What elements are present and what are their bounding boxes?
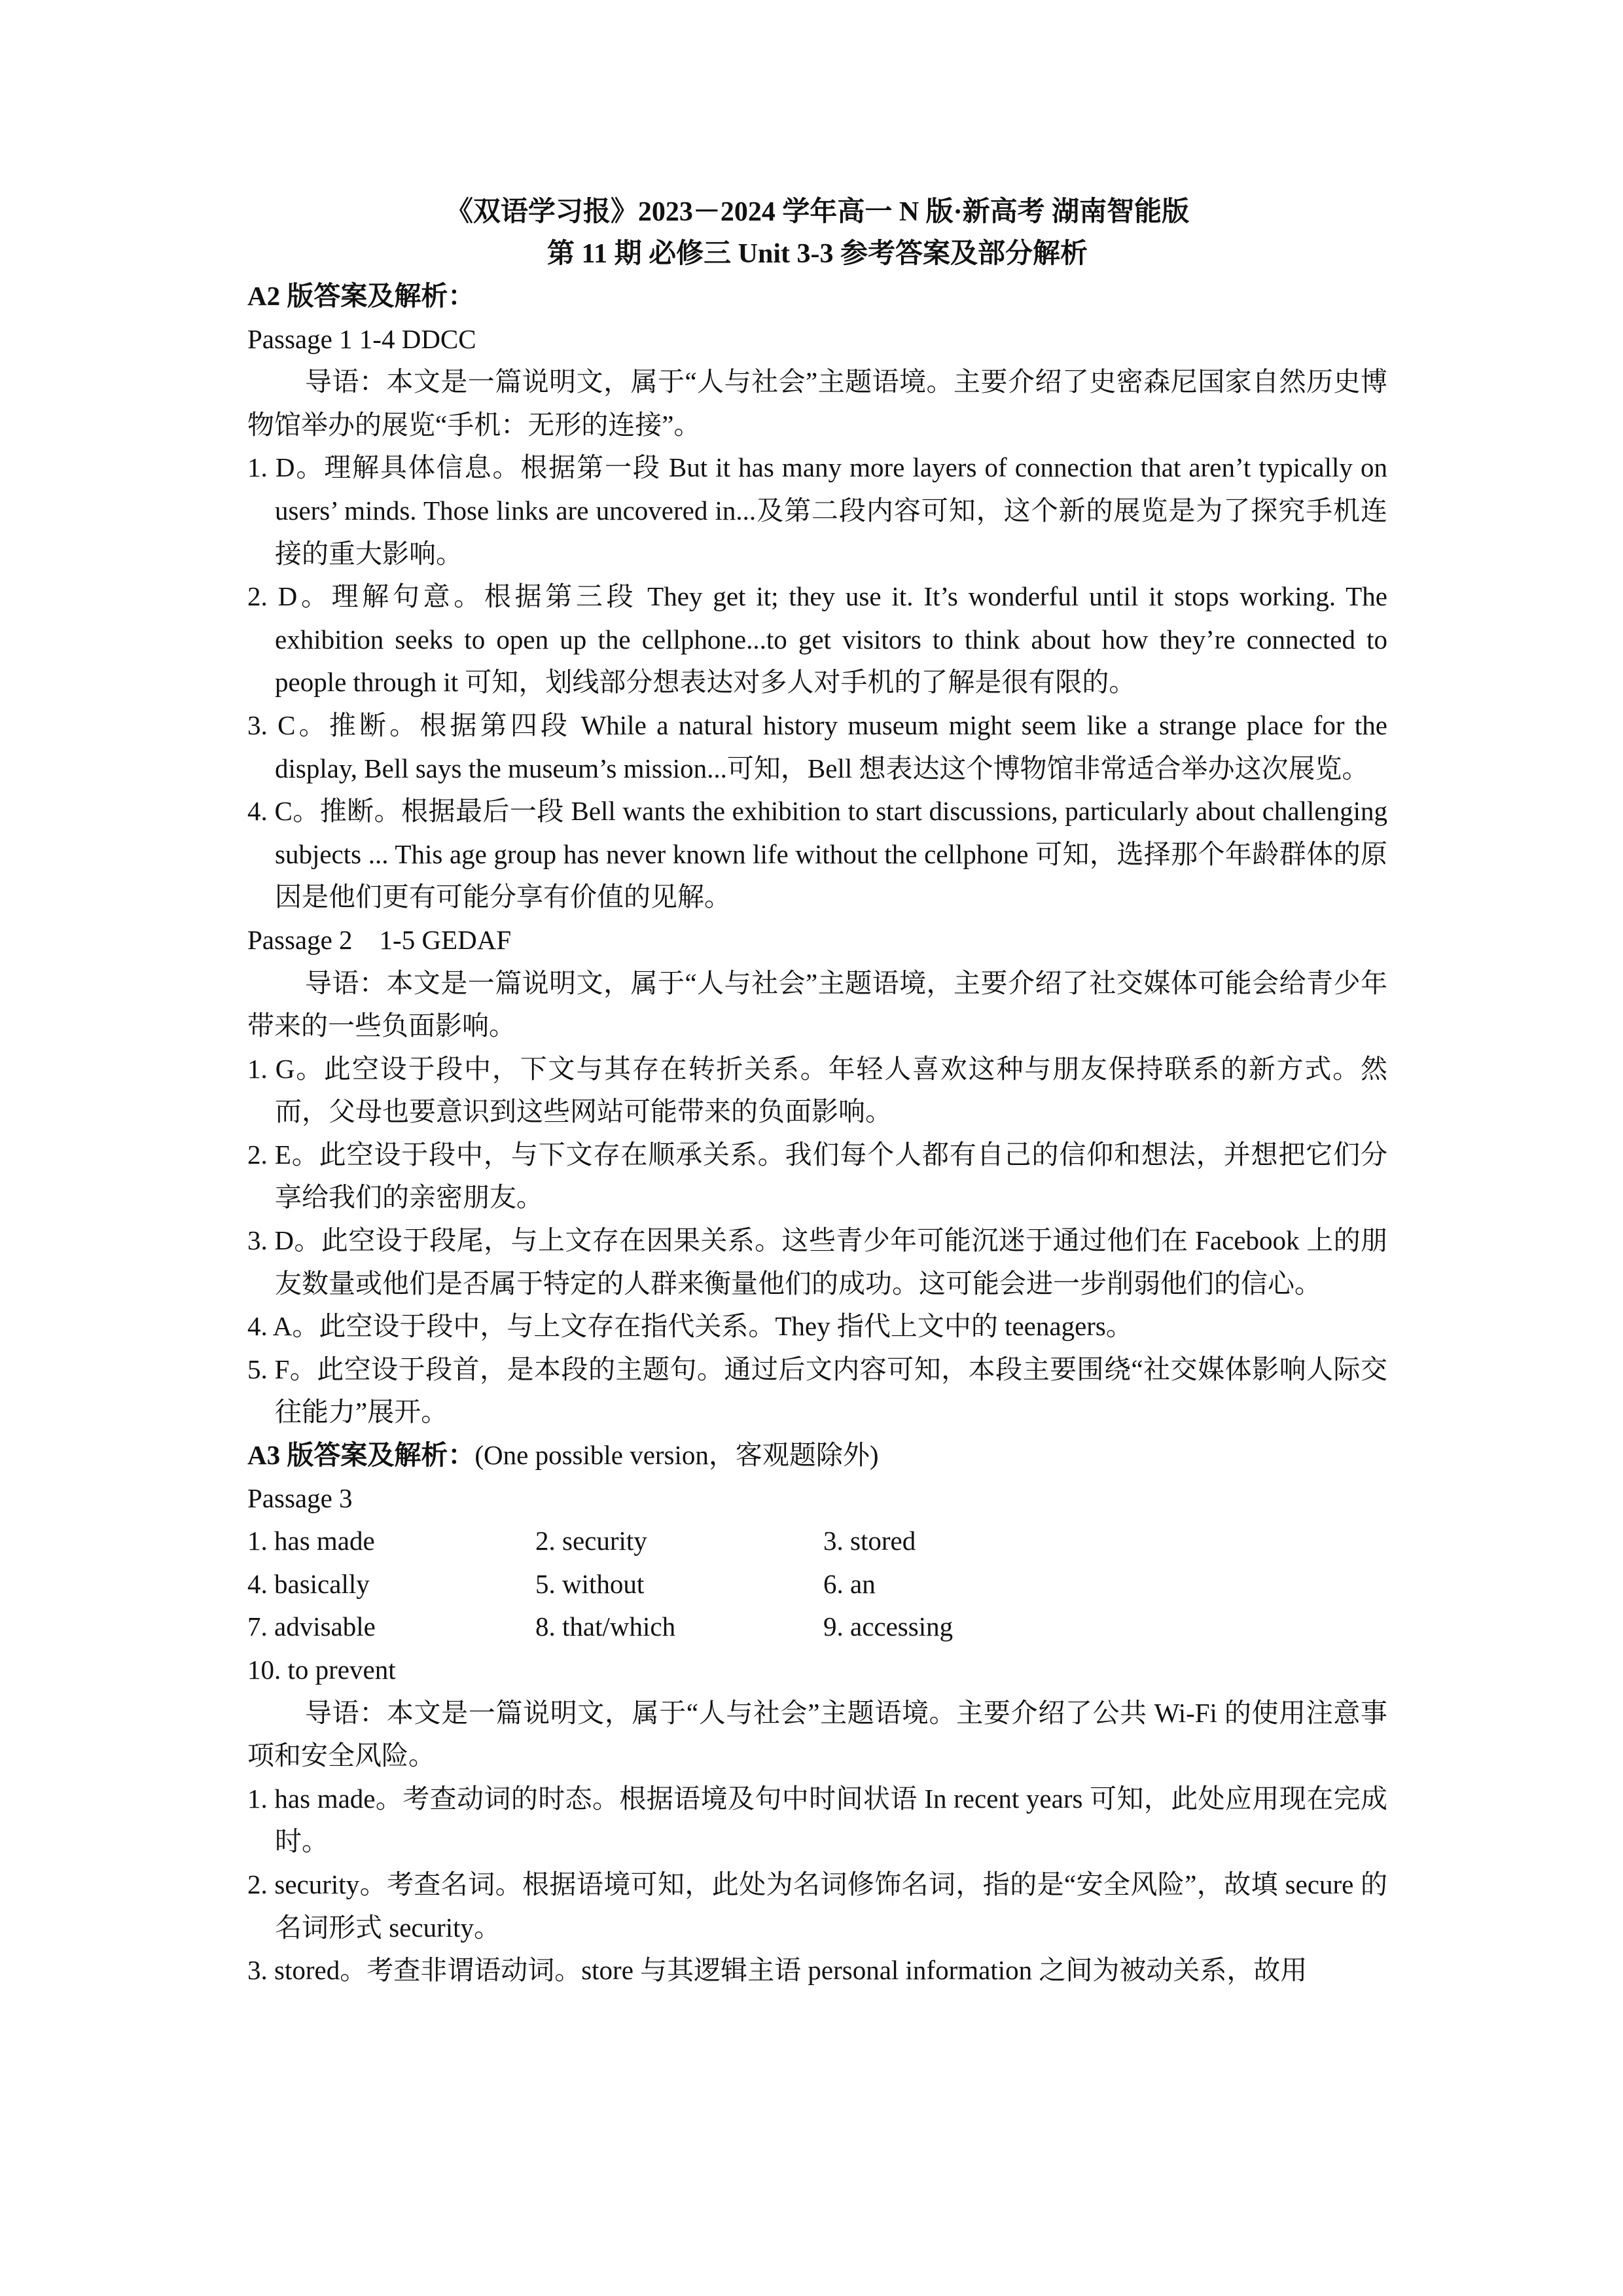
passage2-item-5: 5. F。此空设于段首，是本段的主题句。通过后文内容可知，本段主要围绕“社交媒体影响人际交往能力”展开。 [247,1354,1387,1427]
answer-1: 1. has made [247,1526,375,1556]
passage1-item-4: 4. C。推断。根据最后一段 Bell wants the exhibition to start discussions, particularly about challenging subjects ... This age group has never known life without the cellphone 可知，选择那个年龄群体的原因是他们更有可能分享有价值的见解。 [247,796,1387,912]
passage2-item-4: 4. A。此空设于段中，与上文存在指代关系。They 指代上文中的 teenagers。 [247,1311,1133,1342]
passage2-item-1: 1. G。此空设于段中，下文与其存在转折关系。年轻人喜欢这种与朋友保持联系的新方式。然而，父母也要意识到这些网站可能带来的负面影响。 [247,1053,1387,1127]
answer-2: 2. security [535,1526,647,1556]
passage1-item-3: 3. C。推断。根据第四段 While a natural history museum might seem like a strange place for the display, Bell says the museum’s mission...可知，Bell 想表达这个博物馆非常适合举办这次展览。 [247,709,1387,783]
answer-10: 10. to prevent [247,1655,396,1685]
answer-8: 8. that/which [535,1611,676,1642]
passage1-item-2: 2. D。理解句意。根据第三段 They get it; they use it. It’s wonderful until it stops working. The exhibition seeks to open up the cellphone...to get visitors to think about how they’re connected to people through it 可知，划线部分想表达对多人对手机的了解是很有限的。 [247,581,1387,698]
answer-sheet [247,191,1387,1992]
passage2-intro: 导语：本文是一篇说明文，属于“人与社会”主题语境，主要介绍了社交媒体可能会给青少年带来的一些负面影响。 [247,967,1387,1041]
a3-heading-note: (One possible version，客观题除外) [474,1440,879,1471]
passage1-item-1: 1. D。理解具体信息。根据第一段 But it has many more layers of connection that aren’t typically on users’ minds. Those links are uncovered in...及第二段内容可知，这个新的展览是为了探究手机连接的重大影响。 [247,452,1387,569]
passage3-item-1: 1. has made。考查动词的时态。根据语境及句中时间状语 In recent years 可知，此处应用现在完成时。 [247,1783,1387,1857]
answer-row-3 [247,1605,1387,1649]
answer-row-2 [247,1563,1387,1606]
answer-3: 3. stored [823,1526,916,1556]
passage3-intro: 导语：本文是一篇说明文，属于“人与社会”主题语境。主要介绍了公共 Wi-Fi 的使用注意事项和安全风险。 [247,1697,1387,1771]
answer-6: 6. an [823,1568,876,1599]
passage2-item-3: 3. D。此空设于段尾，与上文存在因果关系。这些青少年可能沉迷于通过他们在 Facebook 上的朋友数量或他们是否属于特定的人群来衡量他们的成功。这可能会进一步削弱他们的信心。 [247,1225,1387,1299]
title-line-1: 《双语学习报》2023－2024 学年高一 N 版·新高考 湖南智能版 [445,197,1190,227]
answer-9: 9. accessing [823,1611,954,1642]
passage3-item-3: 3. stored。考查非谓语动词。store 与其逻辑主语 personal information 之间为被动关系，故用 [247,1955,1308,1986]
passage1-label: Passage 1 1-4 DDCC [247,323,476,354]
passage2-label: Passage 2 1-5 GEDAF [247,924,512,955]
a3-heading [247,1434,1387,1477]
answer-row-1 [247,1520,1387,1563]
a3-heading-label: A3 版答案及解析： [247,1440,475,1471]
a2-heading: A2 版答案及解析： [247,281,475,311]
answer-7: 7. advisable [247,1611,376,1642]
passage3-item-2: 2. security。考查名词。根据语境可知，此处为名词修饰名词，指的是“安全风险”，故填 secure 的名词形式 security。 [247,1869,1387,1943]
title-line-2: 第 11 期 必修三 Unit 3-3 参考答案及部分解析 [546,239,1088,269]
passage3-label: Passage 3 [247,1482,353,1513]
answer-4: 4. basically [247,1568,370,1599]
passage1-intro: 导语：本文是一篇说明文，属于“人与社会”主题语境。主要介绍了史密森尼国家自然历史博物馆举办的展览“手机：无形的连接”。 [247,367,1387,440]
answer-5: 5. without [535,1568,645,1599]
passage2-item-2: 2. E。此空设于段中，与下文存在顺承关系。我们每个人都有自己的信仰和想法，并想把它们分享给我们的亲密朋友。 [247,1139,1387,1213]
